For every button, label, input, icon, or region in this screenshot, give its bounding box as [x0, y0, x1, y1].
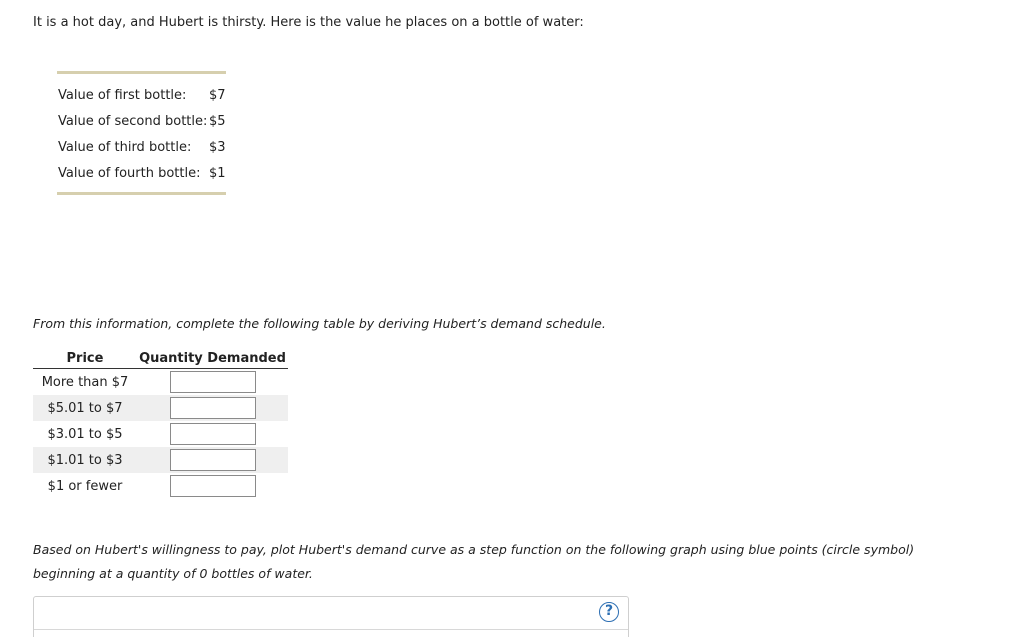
quantity-input-3-01-to-5[interactable]	[170, 423, 256, 445]
price-column-header: Price	[33, 348, 137, 369]
value-label: Value of second bottle:	[58, 114, 208, 129]
value-amount: $1	[209, 166, 226, 181]
graph-panel-divider	[34, 629, 628, 630]
bottle-value-box	[57, 71, 226, 195]
intro-text: It is a hot day, and Hubert is thirsty. Here is the value he places on a bottle of water:	[33, 15, 584, 30]
price-range-cell: $3.01 to $5	[47, 426, 123, 442]
value-amount: $3	[209, 140, 226, 155]
price-range-cell: $5.01 to $7	[33, 395, 137, 421]
price-range-cell: More than $7	[41, 374, 129, 390]
quantity-input-more-than-7[interactable]	[170, 371, 256, 393]
table-row	[33, 369, 288, 396]
price-range-cell: $1.01 to $3	[33, 447, 137, 473]
question-circle-icon[interactable]: ?	[599, 602, 619, 622]
value-label: Value of first bottle:	[58, 88, 187, 103]
quantity-column-header: Quantity Demanded	[137, 348, 288, 369]
value-label: Value of third bottle:	[58, 140, 192, 155]
value-label: Value of fourth bottle:	[58, 166, 201, 181]
table-row	[33, 447, 288, 473]
value-row-fourth	[58, 161, 226, 187]
value-amount: $5	[209, 114, 226, 129]
table-row	[33, 421, 288, 447]
table-row	[33, 395, 288, 421]
quantity-input-1-or-fewer[interactable]	[170, 475, 256, 497]
table-instruction: From this information, complete the following table by deriving Hubert’s demand schedule.	[33, 316, 606, 331]
value-row-second	[58, 109, 226, 135]
value-row-first	[58, 83, 226, 109]
value-row-third	[58, 135, 226, 161]
price-range-cell: $1 or fewer	[47, 478, 123, 494]
demand-schedule-table	[33, 348, 288, 499]
plot-instruction: Based on Hubert's willingness to pay, plot Hubert's demand curve as a step function on the following graph using blue points (circle symbol) beginning at a quantity of 0 bottles of water.	[33, 542, 915, 581]
table-row	[33, 473, 288, 499]
quantity-input-1-01-to-3[interactable]	[170, 449, 256, 471]
quantity-input-5-01-to-7[interactable]	[170, 397, 256, 419]
graph-panel	[33, 596, 629, 637]
value-amount: $7	[209, 88, 226, 103]
table-header-row	[33, 348, 288, 369]
